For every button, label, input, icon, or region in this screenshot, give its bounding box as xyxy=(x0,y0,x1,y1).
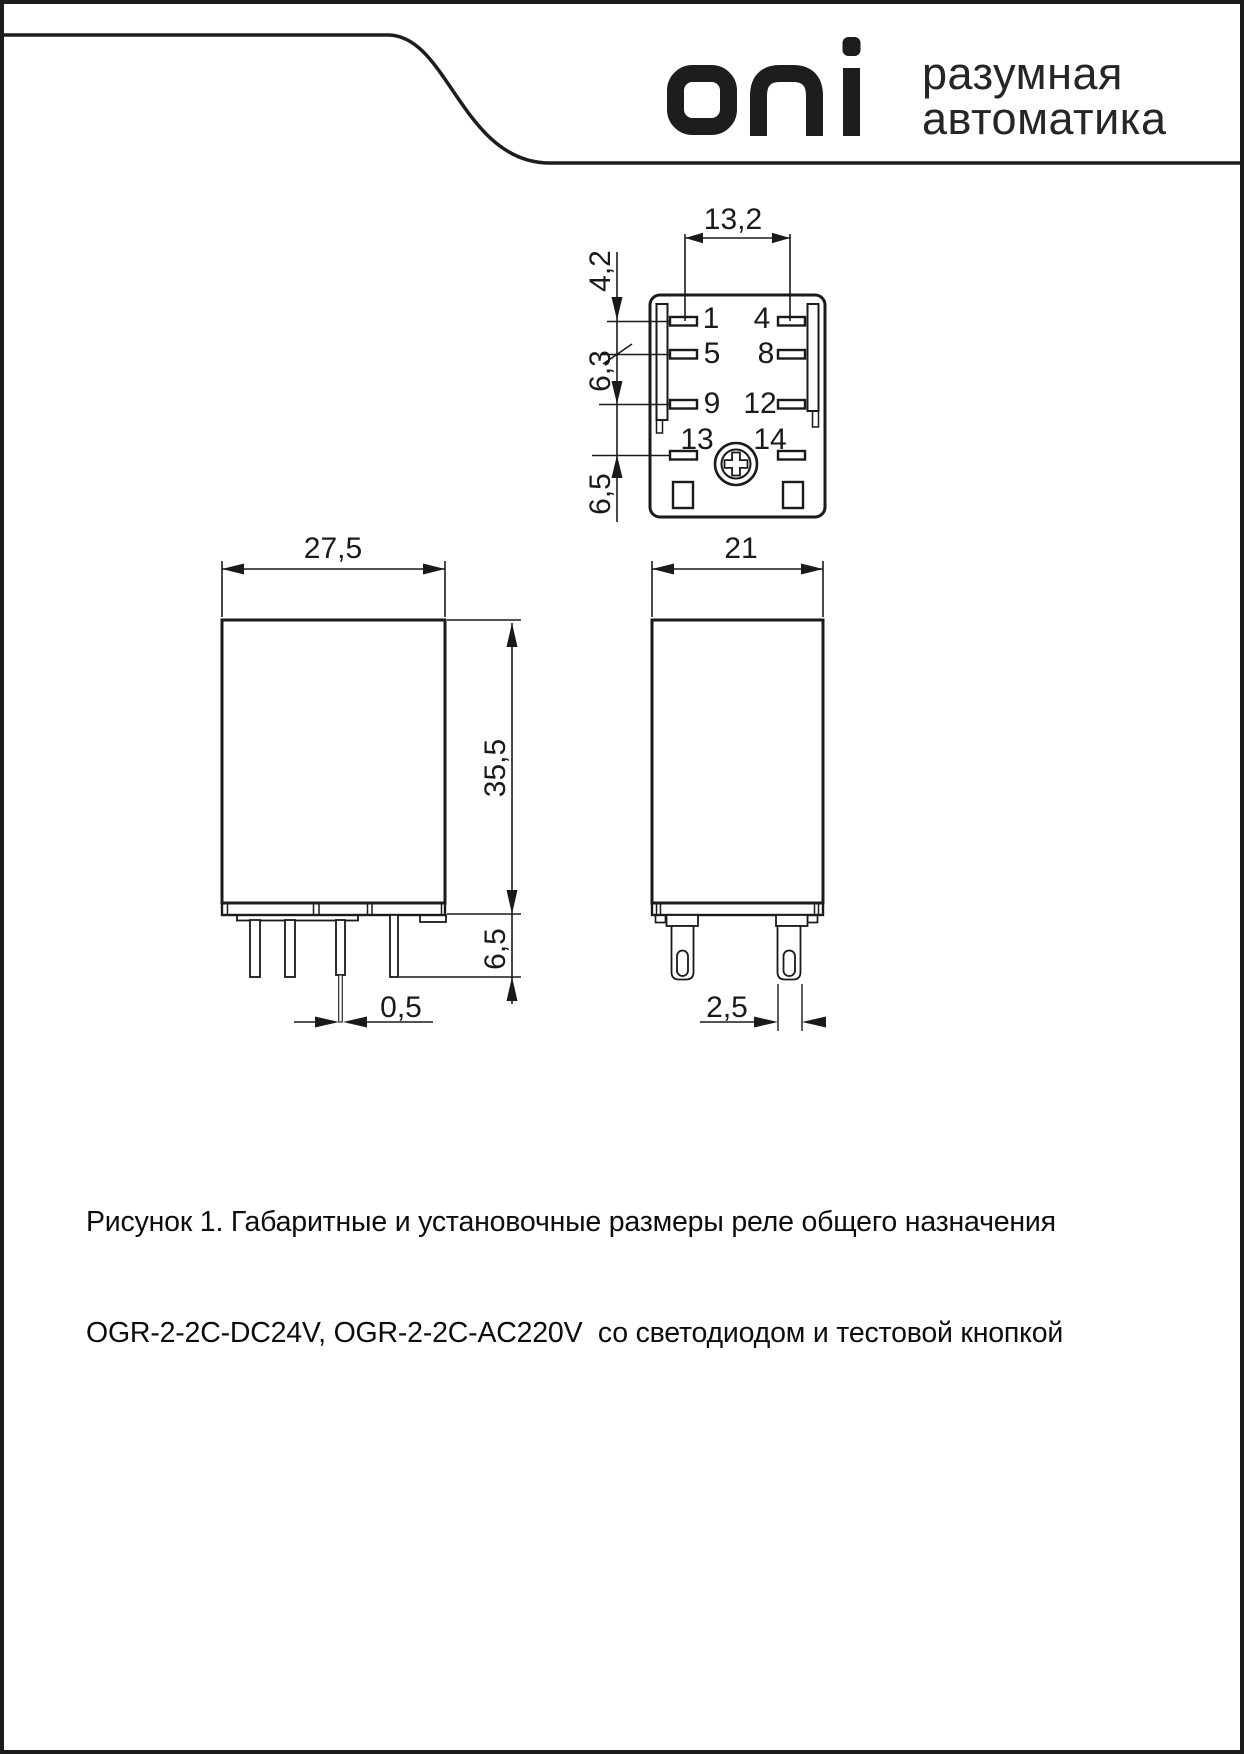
brand-tagline-line1: разумная xyxy=(922,48,1123,99)
front-pin-1 xyxy=(250,920,260,977)
pin-label-14: 14 xyxy=(753,423,787,456)
pin-label-1: 1 xyxy=(702,302,720,335)
header xyxy=(4,35,1240,163)
front-body-outline xyxy=(222,620,445,903)
figure-caption-line2: OGR-2-2C-DC24V, OGR-2-2C-AC220V со светодиодом и тестовой кнопкой xyxy=(86,1317,1064,1349)
page-border xyxy=(2,2,1242,1752)
side-strip-notches xyxy=(657,904,819,915)
dim-side-pin-width-label: 2,5 xyxy=(706,991,748,1024)
pin-label-4: 4 xyxy=(753,302,771,335)
side-pins xyxy=(667,915,808,980)
side-view-drawing xyxy=(652,532,826,1031)
side-left-pin-slot xyxy=(677,951,688,977)
pin-contact-1 xyxy=(670,317,697,326)
figure-caption xyxy=(86,1130,1063,1426)
logo-letter-o xyxy=(676,74,729,127)
pin-contact-9 xyxy=(670,400,697,409)
top-view-drawing xyxy=(584,203,825,522)
front-pin-3 xyxy=(336,920,345,975)
side-right-pin-slot xyxy=(784,951,796,977)
dim-pin-spacing-label: 13,2 xyxy=(703,203,763,236)
side-left-pin-shoulder xyxy=(667,915,699,926)
dim-front-pin-tip-label: 0,5 xyxy=(380,991,422,1024)
front-pins xyxy=(250,915,398,1022)
dim-row4-offset-label: 6,5 xyxy=(584,473,617,515)
side-right-pin-shoulder xyxy=(776,915,808,926)
oni-logo xyxy=(676,37,861,136)
pin-contact-5 xyxy=(670,350,697,359)
dim-row-spacing-label: 6,3 xyxy=(584,350,617,392)
pin-label-5: 5 xyxy=(703,337,721,370)
front-pin-4 xyxy=(390,915,398,977)
front-pin-thin-tip xyxy=(339,975,343,1022)
pin-contact-8 xyxy=(778,350,805,359)
logo-letter-n xyxy=(759,74,815,137)
dim-side-width-label: 21 xyxy=(724,532,758,565)
front-pin-2 xyxy=(285,920,295,977)
front-view-drawing xyxy=(222,532,521,1028)
pin-label-8: 8 xyxy=(757,337,775,370)
logo-letter-i-dot xyxy=(843,37,861,56)
figure-caption-line1: Рисунок 1. Габаритные и установочные размеры реле общего назначения xyxy=(86,1206,1056,1238)
dim-top-offset-label: 4,2 xyxy=(584,250,617,292)
side-base-strip xyxy=(652,903,823,915)
side-body-outline xyxy=(652,620,823,903)
dim-front-height-label: 35,5 xyxy=(479,738,512,798)
pin-label-13: 13 xyxy=(680,423,714,456)
pin-contact-4 xyxy=(778,317,805,326)
front-strip-notches xyxy=(228,904,442,915)
brand-tagline-line2: автоматика xyxy=(922,93,1167,144)
dim-front-pin-length-label: 6,5 xyxy=(479,928,512,970)
front-base-strip xyxy=(222,903,445,915)
pin-label-9: 9 xyxy=(703,387,721,420)
pin-label-12: 12 xyxy=(743,387,777,420)
dim-front-width-label: 27,5 xyxy=(303,532,363,565)
pin-contact-12 xyxy=(778,400,805,409)
